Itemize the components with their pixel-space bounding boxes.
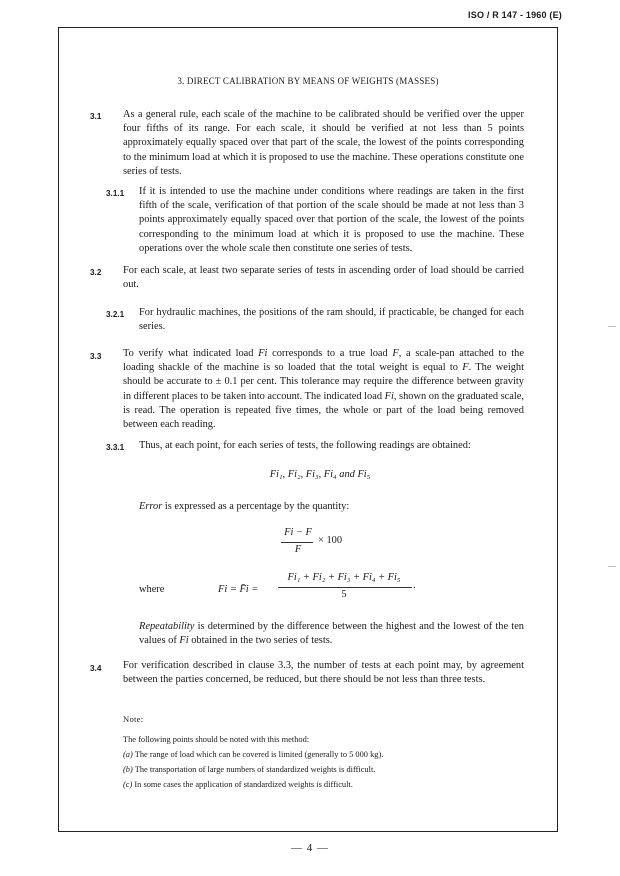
- margin-mark: [608, 326, 616, 327]
- clause-3-4-text: For verification described in clause 3.3, the number of tests at each point may, by agreement between the parties concerned, be reduced, but there should be not less than three tests.: [123, 660, 524, 686]
- error-formula-numerator: Fi − F: [284, 527, 312, 538]
- readings-list: Fi₁, Fi₂, Fi₃, Fi₄ and Fi₅: [269, 469, 371, 480]
- error-formula-multiplier: × 100: [318, 535, 343, 546]
- section-title: 3. DIRECT CALIBRATION BY MEANS OF WEIGHTS (MASSES): [177, 76, 439, 86]
- clause-number-3-1-1: 3.1.1: [106, 189, 125, 198]
- clause-3-1-text: As a general rule, each scale of the machine to be calibrated should be verified over the upper four fifths of its range. For each scale, it should be verified at not less than 5 points approximately equally spaced over that part of the scale, the lowest of the points corresponding to the minimum load at which it is proposed to use the machine. These operations constitute one series of tests.: [123, 109, 524, 177]
- where-label: where: [139, 584, 165, 595]
- note-label: Note:: [123, 714, 144, 724]
- repeatability-definition: Repeatability is determined by the difference between the highest and the lowest of the ten values of Fi obtained in the two series of tests.: [139, 621, 524, 647]
- mean-formula-period: .: [413, 580, 416, 591]
- clause-number-3-1: 3.1: [90, 112, 102, 121]
- clause-3-3-text: To verify what indicated load Fi corresponds to a true load F, a scale-pan attached to the loading shackle of the machine is so loaded that the total weight is equal to F. The weight should be accurate to ± 0.1 per cent. This tolerance may require the difference between gravity in different places to be taken into account. The indicated load Fi, shown on the graduated scale, is read. The operation is repeated five times, the whole or part of the load being removed between each reading.: [123, 348, 524, 431]
- error-definition: Error is expressed as a percentage by the quantity:: [139, 501, 350, 512]
- page-number: — 4 —: [291, 842, 329, 854]
- clause-3-2-text: For each scale, at least two separate series of tests in ascending order of load should be carried out.: [123, 265, 524, 291]
- clause-number-3-3: 3.3: [90, 352, 102, 361]
- note-intro: The following points should be noted with this method:: [123, 735, 310, 744]
- clause-3-2-1-text: For hydraulic machines, the positions of the ram should, if practicable, be changed for each series.: [139, 307, 524, 333]
- error-fraction-bar: [281, 542, 313, 543]
- note-item-b: (b) The transportation of large numbers of standardized weights is difficult.: [123, 765, 376, 774]
- clause-number-3-3-1: 3.3.1: [106, 443, 125, 452]
- clause-number-3-2: 3.2: [90, 268, 102, 277]
- mean-formula-numerator: Fi₁ + Fi₂ + Fi₃ + Fi₄ + Fi₅: [287, 572, 401, 583]
- error-formula-denominator: F: [294, 544, 302, 555]
- mean-formula-lhs: Fi = F̄i =: [218, 584, 259, 595]
- document-header: ISO / R 147 - 1960 (E): [468, 10, 562, 20]
- clause-number-3-2-1: 3.2.1: [106, 310, 125, 319]
- mean-formula-denominator: 5: [341, 589, 347, 600]
- mean-fraction-bar: [278, 587, 412, 588]
- clause-number-3-4: 3.4: [90, 664, 102, 673]
- clause-3-1-1-text: If it is intended to use the machine under conditions where readings are taken in the first fifth of the scale, verification of that portion of the scale should be made at not less than 3 points approximately equally spaced over that portion of the scale, the lowest of the points corresponding to the minimum load at which it is proposed to use the machine. These operations over the whole scale then constitute one series of tests.: [139, 186, 524, 254]
- note-item-c: (c) In some cases the application of standardized weights is difficult.: [123, 780, 353, 789]
- clause-3-3-1-text: Thus, at each point, for each series of tests, the following readings are obtained:: [139, 440, 471, 451]
- margin-mark: [608, 566, 616, 567]
- note-item-a: (a) The range of load which can be covered is limited (generally to 5 000 kg).: [123, 750, 384, 759]
